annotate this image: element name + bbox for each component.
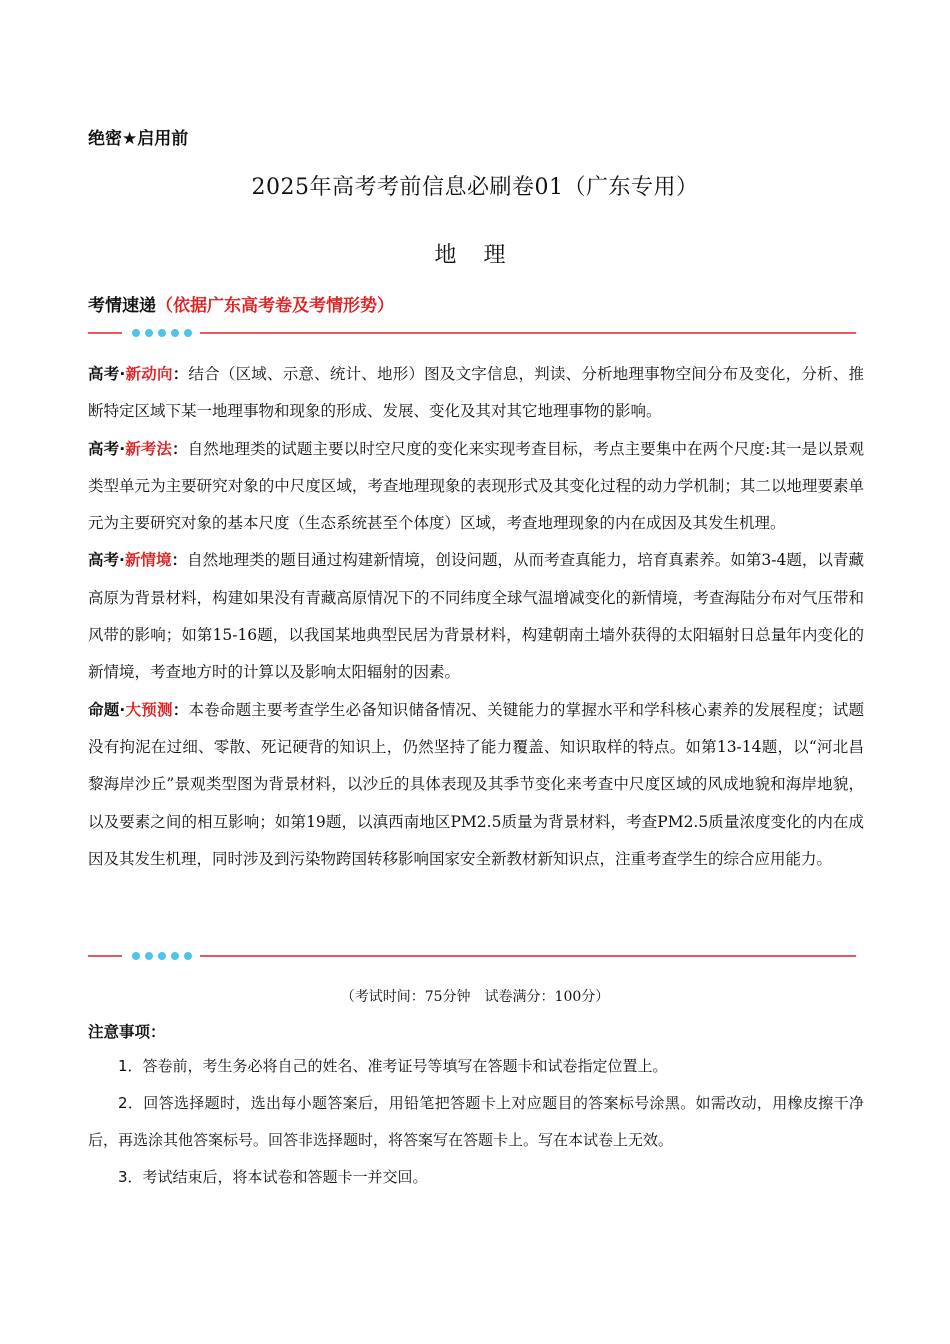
divider-dot [184,329,192,337]
label-prefix: 高考· [88,439,126,458]
divider-line-right [200,332,856,334]
subject-title: 地 理 [434,243,516,268]
overview-heading-note: （依据广东高考卷及考情形势） [156,296,394,316]
label-key: 新考法 [125,439,173,458]
bottom-divider [88,950,856,962]
paragraph-label [88,440,188,458]
overview-paragraph-forecast [88,692,864,878]
divider-dot [171,329,179,337]
divider-dot [145,952,153,960]
divider-dot [132,329,140,337]
label-prefix: 命题· [88,700,126,719]
top-divider [88,327,856,339]
label-prefix: 高考· [88,551,125,570]
overview-body [88,356,864,878]
divider-line-left [88,332,122,334]
notes-item: 2．回答选择题时，选出每小题答案后，用铅笔把答题卡上对应题目的答案标号涂黑。如需改动，用橡皮擦干净后，再选涂其他答案标号。回答非选择题时，将答案写在答题卡上。写在本试卷上无效。 [88,1094,864,1149]
overview-paragraph-new-context [88,542,864,691]
notes-heading: 注意事项： [88,1023,166,1041]
notes-item: 1．答卷前，考生务必将自己的姓名、准考证号等填写在答题卡和试卷指定位置上。 [118,1057,668,1075]
confidential-label: 绝密★启用前 [88,129,189,149]
paragraph-label [88,365,188,383]
paragraph-text: 自然地理类的题目通过构建新情境，创设问题，从而考查真能力，培育真素养。如第3-4题，以青藏高原为背景材料，构建如果没有青藏高原情况下的不同纬度全球气温增减变化的新情境，考查海陆分布对气压带和风带的影响；如第15-16题，以我国某地典型民居为背景材料，构建朝南土墙外获得的太阳辐射日总量年内变化的新情境，考查地方时的计算以及影响太阳辐射的因素。 [88,551,864,682]
divider-dot [145,329,153,337]
overview-paragraph-new-method [88,431,864,543]
divider-dots [132,329,196,337]
notes-item: 3．考试结束后，将本试卷和答题卡一并交回。 [118,1168,428,1186]
divider-dot [132,952,140,960]
divider-dot [158,952,166,960]
divider-dot [184,952,192,960]
paragraph-text: 自然地理类的试题主要以时空尺度的变化来实现考查目标，考点主要集中在两个尺度:其一是以景观类型单元为主要研究对象的中尺度区域，考查地理现象的表现形式及其变化过程的动力学机制；其二以地理要素单元为主要研究对象的基本尺度（生态系统甚至个体度）区域，考查地理现象的内在成因及其发生机理。 [88,439,864,533]
overview-heading [88,291,394,316]
label-key: 新情境 [124,551,172,570]
label-suffix: ： [171,551,188,570]
divider-line-left [88,955,122,957]
label-key: 大预测 [125,700,173,719]
paragraph-label [88,551,187,569]
divider-dot [171,952,179,960]
divider-dot [158,329,166,337]
paragraph-label [88,701,188,719]
page-title: 2025年高考考前信息必刷卷01（广东专用） [251,175,699,200]
label-suffix: ： [172,700,189,719]
divider-dots [132,952,196,960]
label-key: 新动向 [125,365,173,383]
divider-line-right [200,955,856,957]
paragraph-text: 结合（区域、示意、统计、地形）图及文字信息，判读、分析地理事物空间分布及变化，分析、推断特定区域下某一地理事物和现象的形成、发展、变化及其对其它地理事物的影响。 [88,365,864,421]
exam-info: （考试时间：75分钟 试卷满分：100分） [340,989,610,1005]
overview-heading-text: 考情速递 [88,296,156,316]
overview-paragraph-new-trend [88,356,864,431]
notes-list [88,1048,864,1196]
label-prefix: 高考· [88,365,126,383]
paragraph-text: 本卷命题主要考查学生必备知识储备情况、关键能力的掌握水平和学科核心素养的发展程度；试题没有拘泥在过细、零散、死记硬背的知识上，仍然坚持了能力覆盖、知识取样的特点。如第13-14题，以“河北昌黎海岸沙丘”景观类型图为背景材料，以沙丘的具体表现及其季节变化来考查中尺度区域的风成地貌和海岸地貌，以及要素之间的相互影响；如第19题，以滇西南地区PM2.5质量为背景材料，考查PM2.5质量浓度变化的内在成因及其发生机理，同时涉及到污染物跨国转移影响国家安全新教材新知识点，注重考查学生的综合应用能力。 [88,700,864,868]
label-suffix: ： [172,365,189,383]
label-suffix: ： [172,439,188,458]
